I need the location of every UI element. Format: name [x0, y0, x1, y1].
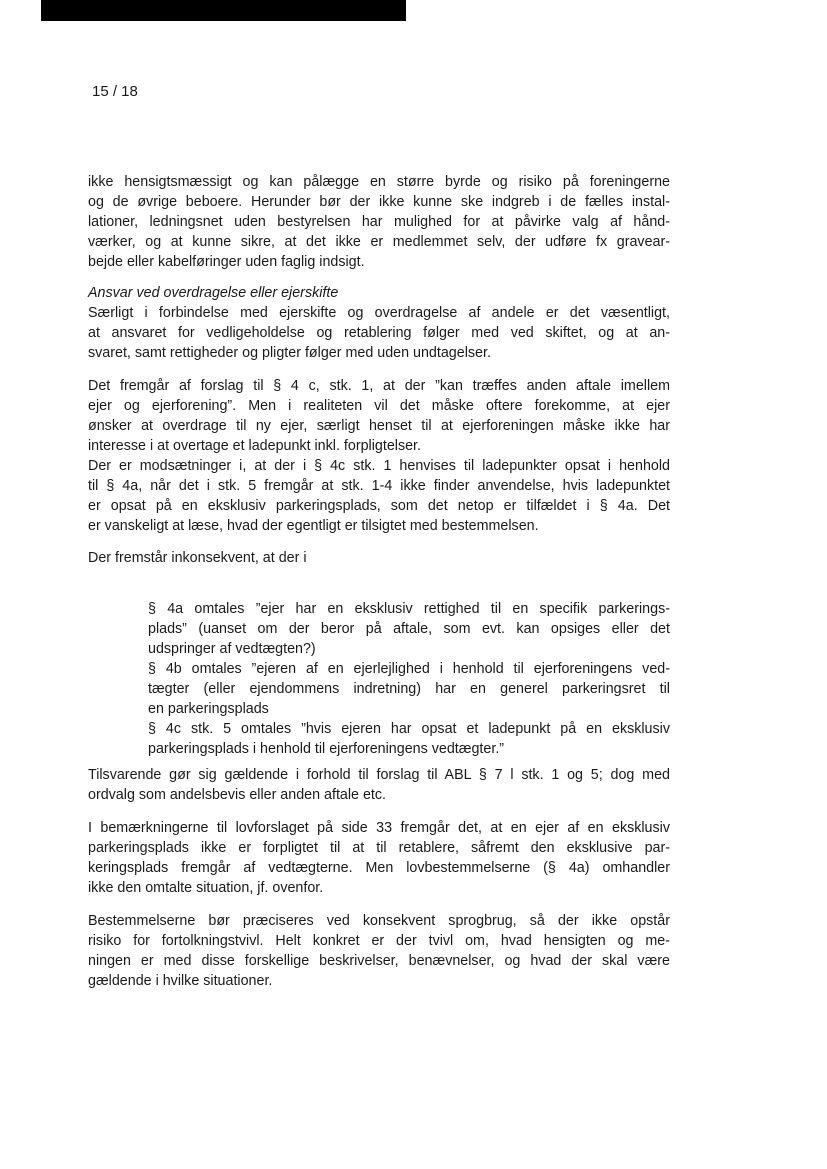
text-line: parkeringsplads i henhold til ejerforeningens vedtægter.” [148, 741, 505, 757]
text-line: Det fremgår af forslag til § 4 c, stk. 1, at der ”kan træffes anden aftale imellem [88, 378, 670, 394]
text-line: ikke hensigtsmæssigt og kan pålægge en større byrde og risiko på foreningerne [88, 174, 670, 190]
text-line: udspringer af vedtægten?) [148, 641, 316, 657]
text-line: § 4a omtales ”ejer har en eksklusiv rettighed til en specifik parkerings- [148, 601, 670, 617]
paragraph [88, 765, 670, 805]
text-line: svaret, samt rettigheder og pligter følger med uden undtagelser. [88, 345, 491, 361]
text-line: lationer, ledningsnet uden bestyrelsen har mulighed for at påvirke valg af hånd- [88, 214, 670, 230]
paragraph [88, 303, 670, 363]
text-line: ønsker at overdrage til ny ejer, særligt henset til at ejerforeningen måske ikke har [88, 418, 670, 434]
text-line: I bemærkningerne til lovforslaget på side 33 fremgår det, at en ejer af en eksklusiv [88, 820, 670, 836]
text-line: Ansvar ved overdragelse eller ejerskifte [88, 285, 339, 301]
text-line: risiko for fortolkningstvivl. Helt konkret er der tvivl om, hvad hensigten og me- [88, 933, 670, 949]
text-line: parkeringsplads ikke er forpligtet til at til retablere, såfremt den eksklusive par- [88, 840, 670, 856]
text-line: tægter (eller ejendommens indretning) har en generel parkeringsret til [148, 681, 670, 697]
text-line: keringsplads fremgår af vedtægterne. Men lovbestemmelserne (§ 4a) omhandler [88, 860, 670, 876]
paragraph [88, 456, 670, 536]
indented-list [148, 599, 670, 759]
text-line: bejde eller kabelføringer uden faglig indsigt. [88, 254, 365, 270]
text-line: § 4b omtales ”ejeren af en ejerlejlighed i henhold til ejerforeningens ved- [148, 661, 670, 677]
paragraph [88, 911, 670, 991]
text-line: plads” (uanset om der beror på aftale, som evt. kan opsiges eller det [148, 621, 670, 637]
page-number: 15 / 18 [92, 83, 138, 100]
paragraph [88, 548, 670, 568]
text-line: er vanskeligt at læse, hvad der egentligt er tilsigtet med bestemmelsen. [88, 518, 539, 534]
text-line: Særligt i forbindelse med ejerskifte og overdragelse af andele er det væsentligt, [88, 305, 670, 321]
text-line: Der er modsætninger i, at der i § 4c stk. 1 henvises til ladepunkter opsat i henhold [88, 458, 670, 474]
text-line: at ansvaret for vedligeholdelse og retablering følger med ved skiftet, og at an- [88, 325, 670, 341]
text-line: gældende i hvilke situationer. [88, 973, 273, 989]
paragraph [88, 376, 670, 456]
paragraph [88, 818, 670, 898]
paragraph [88, 172, 670, 272]
text-line: ordvalg som andelsbevis eller anden aftale etc. [88, 787, 387, 803]
text-line: Der fremstår inkonsekvent, at der i [88, 550, 307, 566]
redaction-bar [41, 0, 406, 21]
text-line: og de øvrige beboere. Herunder bør der ikke kunne ske indgreb i de fælles instal- [88, 194, 670, 210]
text-line: ejer og ejerforening”. Men i realiteten vil det måske oftere forekomme, at ejer [88, 398, 670, 414]
section-heading [88, 283, 670, 303]
text-line: § 4c stk. 5 omtales ”hvis ejeren har opsat et ladepunkt på en eksklusiv [148, 721, 670, 737]
text-line: til § 4a, når det i stk. 5 fremgår at stk. 1-4 ikke finder anvendelse, hvis ladepunktet [88, 478, 670, 494]
text-line: er opsat på en eksklusiv parkeringsplads, som det netop er tilfældet i § 4a. Det [88, 498, 670, 514]
text-line: interesse i at overtage et ladepunkt inkl. forpligtelser. [88, 438, 421, 454]
text-line: Tilsvarende gør sig gældende i forhold til forslag til ABL § 7 l stk. 1 og 5; dog med [88, 767, 670, 783]
text-line: Bestemmelserne bør præciseres ved konsekvent sprogbrug, så der ikke opstår [88, 913, 670, 929]
text-line: ningen er med disse forskellige beskrivelser, benævnelser, og hvad der skal være [88, 953, 670, 969]
text-line: en parkeringsplads [148, 701, 269, 717]
text-line: ikke den omtalte situation, jf. ovenfor. [88, 880, 324, 896]
text-line: værker, og at kunne sikre, at det ikke er medlemmet selv, der udføre fx gravear- [88, 234, 670, 250]
